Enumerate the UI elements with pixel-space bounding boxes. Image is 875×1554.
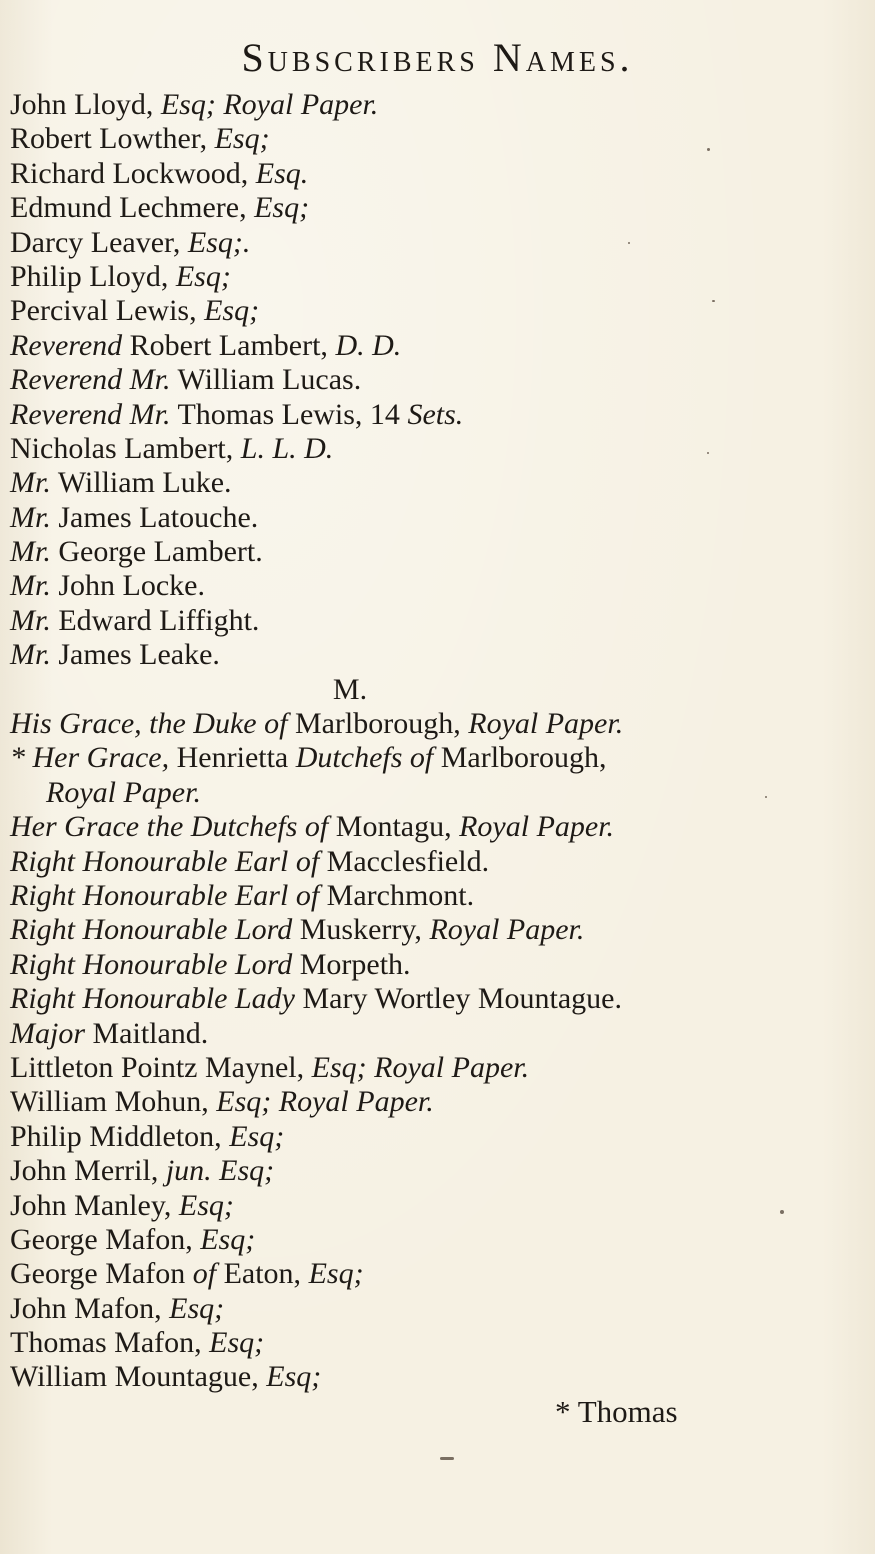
list-item: Philip Lloyd, Esq; xyxy=(10,259,231,293)
print-speck xyxy=(780,1210,784,1214)
list-item: Her Grace the Dutchefs of Montagu, Royal Paper. xyxy=(10,810,615,844)
print-speck xyxy=(707,452,709,454)
print-speck xyxy=(707,148,710,151)
list-item: Mr. William Luke. xyxy=(10,466,232,500)
list-item: Major Maitland. xyxy=(10,1016,209,1050)
list-item: Thomas Mafon, Esq; xyxy=(10,1326,265,1360)
list-item: Reverend Robert Lambert, D. D. xyxy=(10,328,402,362)
section-letter-m: M. xyxy=(332,672,368,706)
list-item-continuation: Royal Paper. xyxy=(46,775,201,809)
print-speck xyxy=(765,796,767,798)
list-item: William Mohun, Esq; Royal Paper. xyxy=(10,1085,434,1119)
header-title-names: Names. xyxy=(492,35,634,80)
list-item: Percival Lewis, Esq; xyxy=(10,294,260,328)
list-item: Right Honourable Earl of Marchmont. xyxy=(10,878,475,912)
subscriber-list xyxy=(10,88,870,1395)
list-item: Right Honourable Lady Mary Wortley Mountague. xyxy=(10,982,622,1016)
catchword: * Thomas xyxy=(555,1394,678,1429)
list-item: Richard Lockwood, Esq. xyxy=(10,156,309,190)
running-header xyxy=(0,28,875,88)
list-item: John Mafon, Esq; xyxy=(10,1291,225,1325)
list-item: Mr. Edward Liffight. xyxy=(10,603,260,637)
list-item: Right Honourable Earl of Macclesfield. xyxy=(10,844,490,878)
list-item: John Merril, jun. Esq; xyxy=(10,1154,275,1188)
list-item: Reverend Mr. Thomas Lewis, 14 Sets. xyxy=(10,397,464,431)
list-item: Right Honourable Lord Morpeth. xyxy=(10,947,411,981)
list-item: John Manley, Esq; xyxy=(10,1188,234,1222)
list-item: Edmund Lechmere, Esq; xyxy=(10,191,310,225)
list-item: George Mafon, Esq; xyxy=(10,1222,256,1256)
list-item: Mr. James Latouche. xyxy=(10,500,259,534)
list-item: Mr. James Leake. xyxy=(10,638,220,672)
print-speck xyxy=(712,300,715,302)
list-item: Mr. George Lambert. xyxy=(10,535,263,569)
list-item: George Mafon of Eaton, Esq; xyxy=(10,1257,364,1291)
list-item: * Her Grace, Henrietta Dutchefs of Marlborough, xyxy=(10,741,607,775)
list-item: William Mountague, Esq; xyxy=(10,1360,322,1394)
list-item: John Lloyd, Esq; Royal Paper. xyxy=(10,88,379,121)
list-item: His Grace, the Duke of Marlborough, Royal Paper. xyxy=(10,707,624,741)
print-speck xyxy=(628,242,630,244)
list-item: Darcy Leaver, Esq;. xyxy=(10,225,251,259)
list-item: Nicholas Lambert, L. L. D. xyxy=(10,431,334,465)
print-speck xyxy=(440,1457,454,1460)
list-item: Philip Middleton, Esq; xyxy=(10,1119,285,1153)
list-item: Littleton Pointz Maynel, Esq; Royal Paper. xyxy=(10,1050,530,1084)
list-item: Right Honourable Lord Muskerry, Royal Paper. xyxy=(10,913,585,947)
list-item: Reverend Mr. William Lucas. xyxy=(10,363,362,397)
list-item: Robert Lowther, Esq; xyxy=(10,122,270,156)
header-title-subscribers: Subscribers xyxy=(241,35,479,80)
list-item: Mr. John Locke. xyxy=(10,569,205,603)
